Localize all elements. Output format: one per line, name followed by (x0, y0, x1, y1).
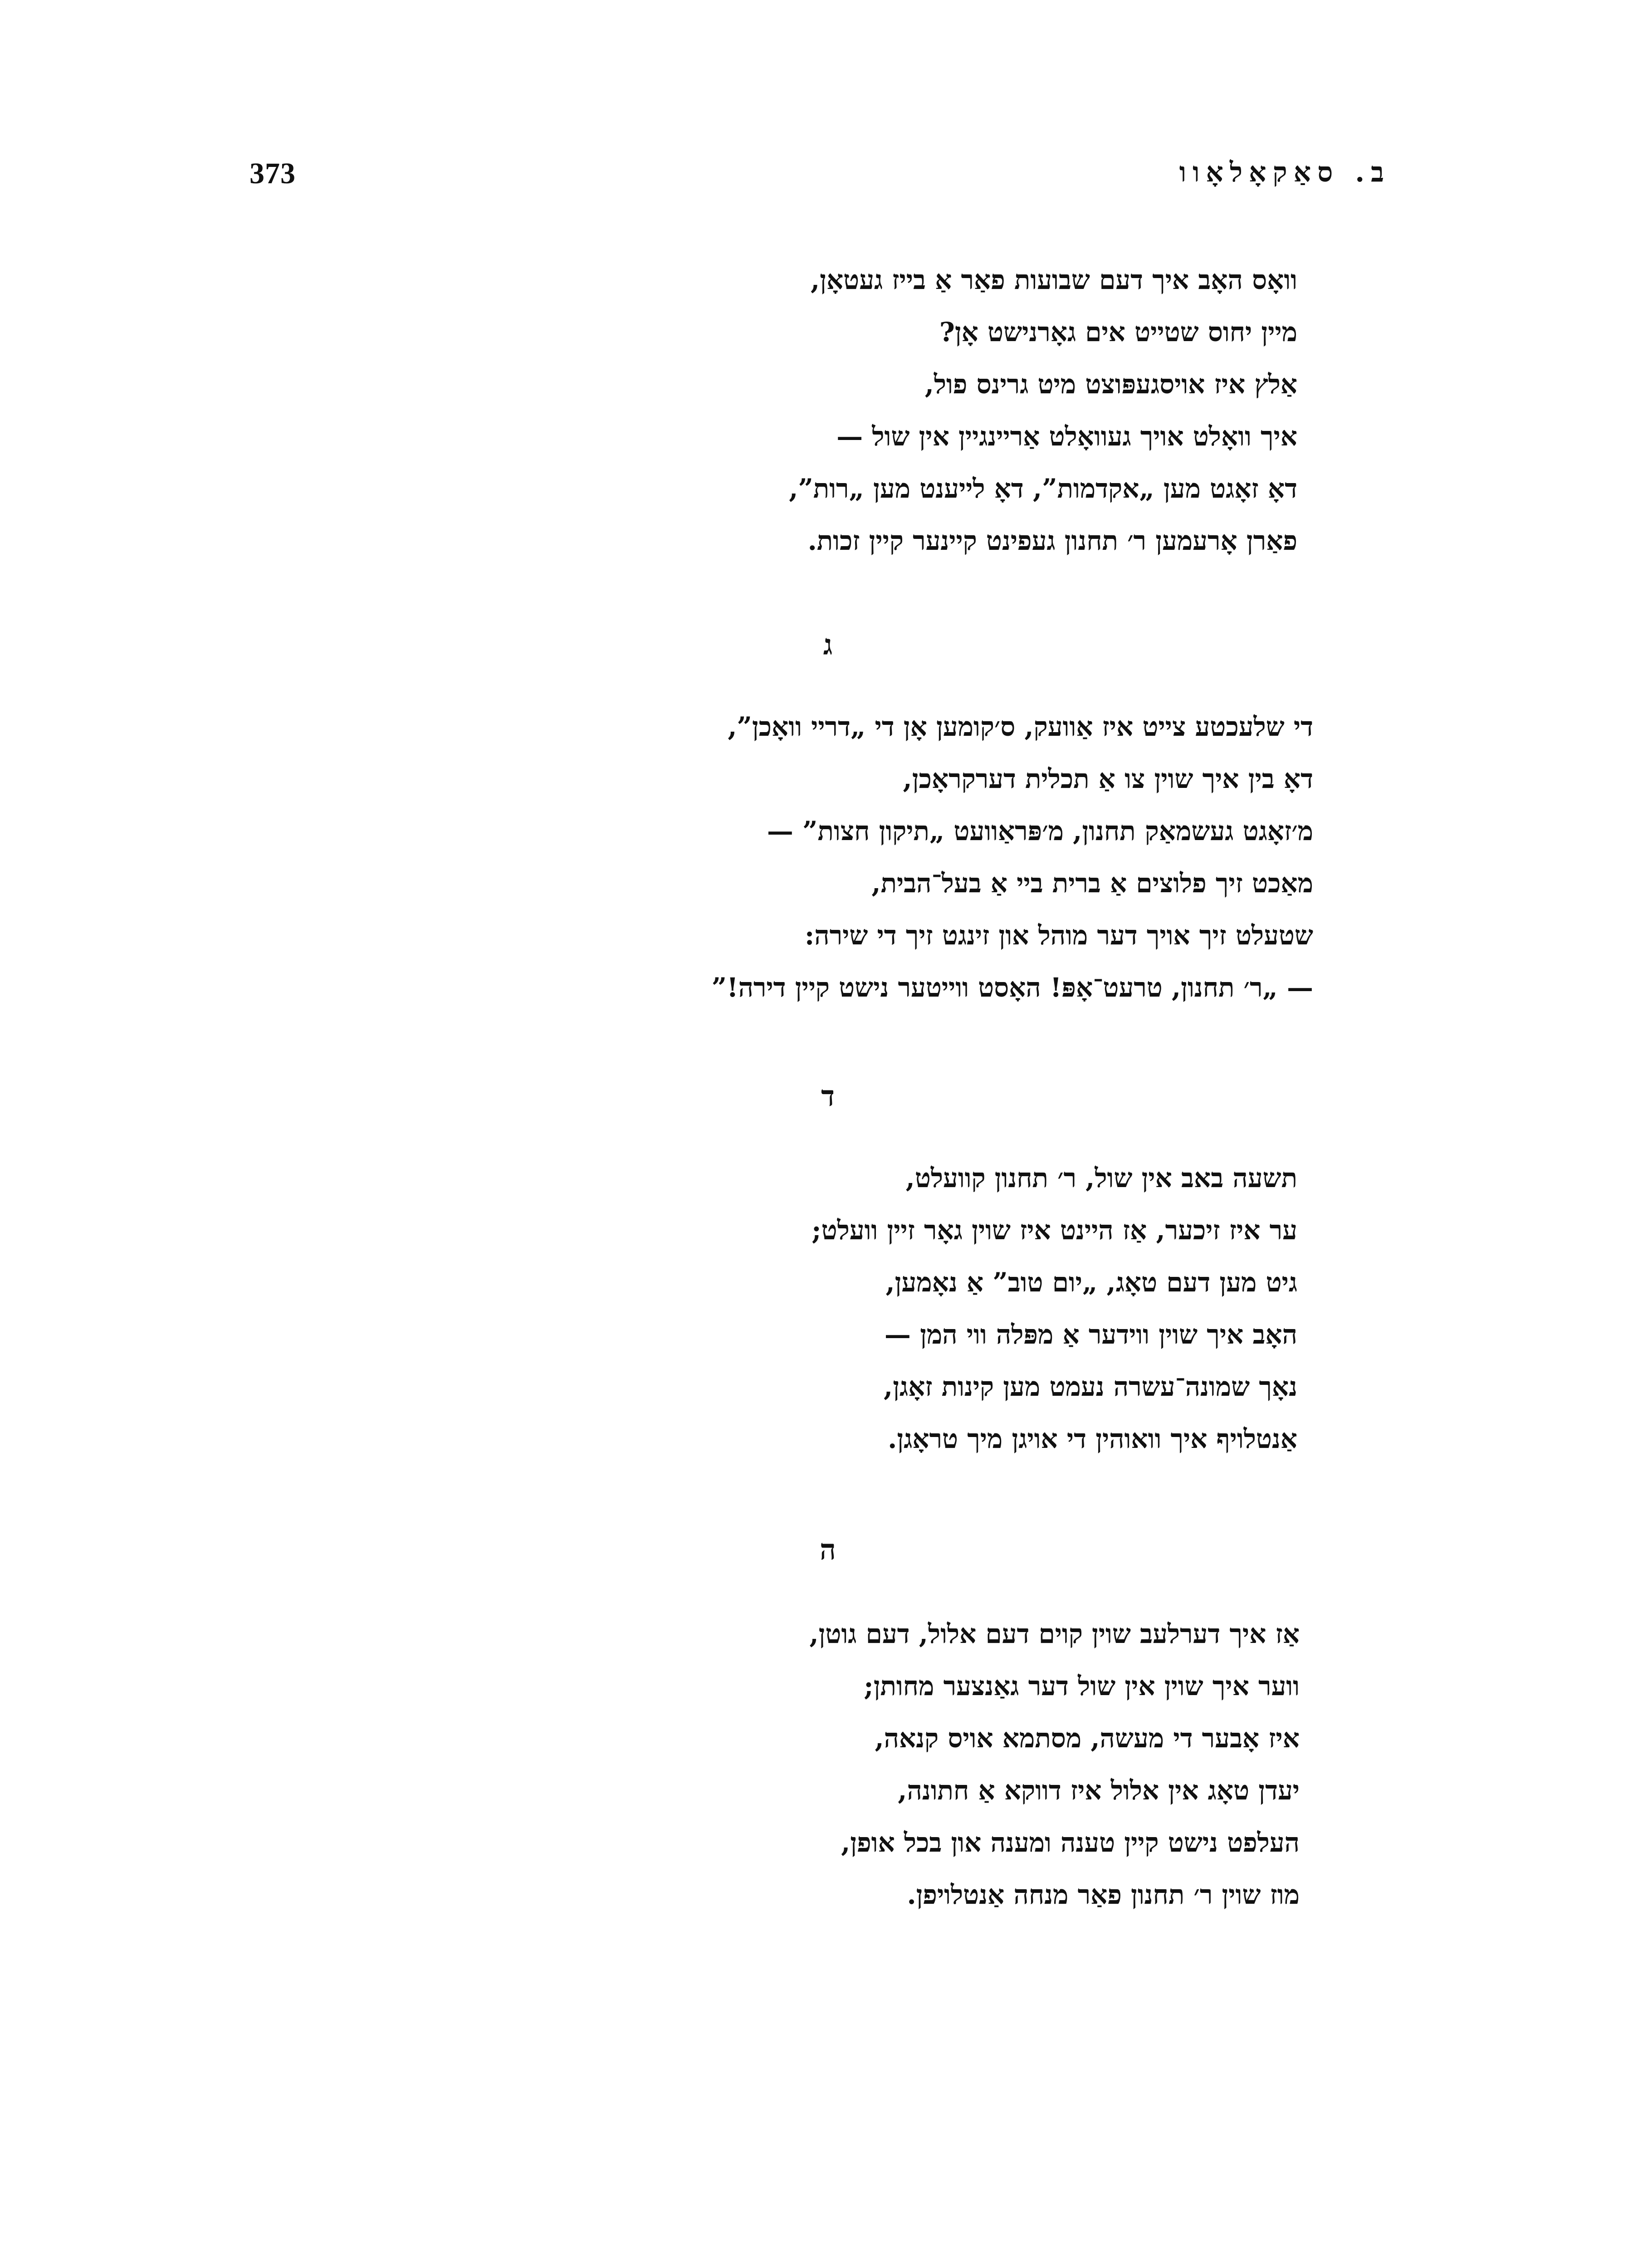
poem-line: תשעה באב אין שול, ר׳ תחנון קוועלט, (905, 1163, 1297, 1193)
stanza-continued (789, 254, 1297, 567)
poem-line: איז אָבער די מעשה, מסתמא אויס קנאה, (875, 1723, 1300, 1754)
poem-line: פאַרן אָרעמען ר׳ תחנון געפינט קיינער קיין זכות. (807, 525, 1297, 556)
running-title: ב. סאַקאָלאָוו (1179, 156, 1390, 188)
poem-line: אַז איך דערלעב שוין קוים דעם אלול, דעם גוטן, (809, 1618, 1300, 1649)
poem-line: העלפט נישט קיין טענה ומענה און בכל אופן, (841, 1827, 1300, 1858)
poem-line: די שלעכטע צייט איז אַוועק, ס׳קומען אָן די „דריי וואָכן”, (728, 711, 1313, 742)
section-heading-he: ה (820, 1533, 836, 1566)
poem-line: שטעלט זיך אויך דער מוהל און זינגט זיך די שירה: (804, 920, 1313, 951)
poem-line: גיט מען דעם טאָג, „יום טוב” אַ נאָמען, (885, 1267, 1297, 1298)
page-number: 373 (249, 157, 296, 190)
section-heading-gimel: ג (823, 628, 833, 661)
poem-line: ער איז זיכער, אַז היינט איז שוין גאָר זיין וועלט; (812, 1215, 1297, 1246)
stanza-gimel (712, 701, 1313, 1014)
poem-line: מיין יחוס שטייט אים גאָרנישט אָן? (939, 317, 1297, 347)
poem-line: — „ר׳ תחנון, טרעט־אָפּ! האָסט ווייטער נישט קיין דירה!” (711, 972, 1313, 1003)
poem-line: מ׳זאָגט געשמאַק תחנון, מ׳פּראַוועט „תיקון חצות” — (767, 816, 1313, 846)
poem-line: מוז שוין ר׳ תחנון פאַר מנחה אַנטלויפן. (907, 1879, 1300, 1910)
poem-line: נאָך שמונה־עשרה נעמט מען קינות זאָגן, (884, 1371, 1297, 1402)
poem-line: האָב איך שוין ווידער אַ מפּלה ווי המן — (884, 1319, 1297, 1350)
poem-line: וואָס האָב איך דעם שבועות פאַר אַ בייז געטאָן, (810, 264, 1297, 295)
section-heading-dalet: ד (821, 1080, 835, 1113)
poem-line: איך וואָלט אויך געוואָלט אַריינגיין אין שול — (836, 421, 1297, 452)
poem-line: דאָ זאָגט מען „אקדמות”, דאָ לייענט מען „רות”, (789, 473, 1297, 504)
poem-line: אַנטלויף איך וואוהין די אויגן מיך טראָגן. (888, 1423, 1297, 1454)
poem-line: יעדן טאָג אין אלול איז דווקא אַ חתונה, (898, 1775, 1300, 1806)
poem-line: דאָ בין איך שוין צו אַ תכלית דערקראָכן, (903, 763, 1313, 794)
poem-line: ווער איך שוין אין שול דער גאַנצער מחותן; (864, 1671, 1300, 1701)
poem-line: אַלץ איז אויסגעפּוצט מיט גרינס פול, (924, 369, 1297, 400)
stanza-he (809, 1608, 1300, 1921)
poem-line: מאַכט זיך פלוצים אַ ברית ביי אַ בעל־הבית, (871, 868, 1313, 899)
stanza-dalet (812, 1152, 1297, 1465)
